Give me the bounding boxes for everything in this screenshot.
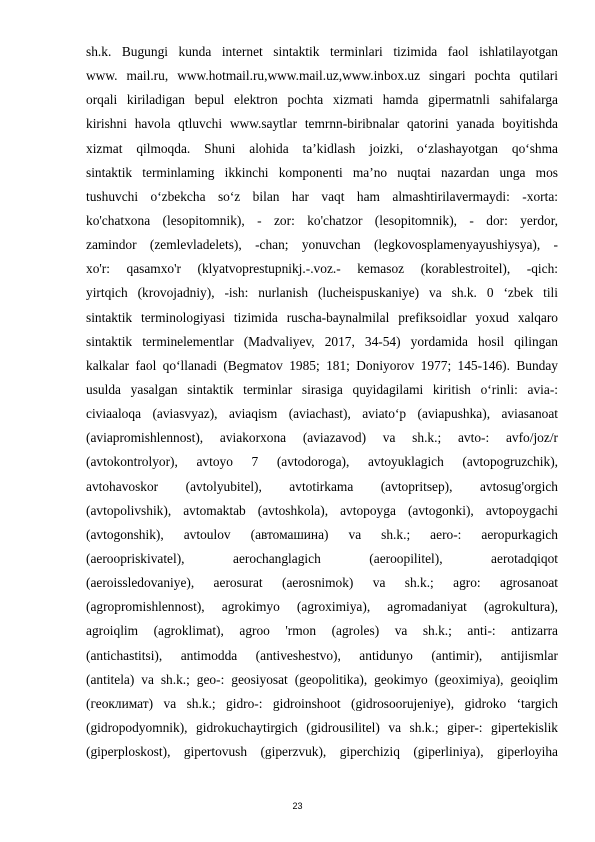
text-line: ko'chatxona (lesopitomnik), - zor: ko'chatzor (lesopitomnik), - dor: yerdor, (86, 212, 558, 228)
text-line: (giperploskost), gipertovush (giperzvuk), giperchiziq (giperliniya), giperloyiha (86, 744, 558, 760)
text-line: yirtqich (krovojadniy), -ish: nurlanish (lucheispuskaniye) va sh.k. 0 ‘zbek tili (86, 285, 558, 301)
page-number: 23 (292, 801, 303, 811)
text-line: sintaktik terminelementlar (Madvaliyev, 2017, 34-54) yordamida hosil qilingan (86, 333, 558, 349)
text-line: (aeroissledovaniye), aerosurat (aerosnimok) va sh.k.; agro: agrosanoat (86, 575, 558, 591)
text-line: (aviapromishlennost), aviakorxona (aviazavod) va sh.k.; avto-: avfo/joz/r (86, 430, 558, 446)
text-line: sintaktik terminologiyasi tizimida ruscha-baynalmilal prefiksoidlar yoxud xalqaro (86, 309, 558, 325)
text-line: (avtokontrolyor), avtoyo 7 (avtodoroga), avtoyuklagich (avtopogruzchik), (86, 454, 558, 470)
text-line: avtohavoskor (avtolyubitel), avtotirkama (avtopritsep), avtosug'orgich (86, 478, 558, 494)
text-line: civiaaloqa (aviasvyaz), aviaqism (aviachast), aviato‘p (aviapushka), aviasanoat (86, 406, 558, 422)
text-line: orqali kiriladigan bepul elektron pochta xizmati hamda gipermatnli sahifalarga (86, 92, 558, 108)
text-line: (aeroopriskivatel), aerochanglagich (aeroopilitel), aerotadqiqot (86, 550, 558, 566)
text-line: xo'r: qasamxo'r (klyatvoprestupnikj.-.voz.- kemasoz (korablestroitel), -qich: (86, 261, 558, 277)
text-line: (antichastitsi), antimodda (antiveshestvo), antidunyo (antimir), antijismlar (86, 647, 558, 663)
text-line: (геоклимат) va sh.k.; gidro-: gidroinshoot (gidrosoorujeniye), gidroko ‘targich (86, 695, 558, 711)
text-line: zamindor (zemlevladelets), -chan; yonuvchan (legkovosplamenyayushiysya), - (86, 237, 558, 253)
text-line: (avtopolivshik), avtomaktab (avtoshkola), avtopoyga (avtogonki), avtopoygachi (86, 502, 558, 518)
body-text (86, 40, 558, 764)
text-line: usulda yasalgan sintaktik terminlar sirasiga quyidagilami kiritish o‘rinli: avia-: (86, 381, 558, 397)
text-line: (avtogonshik), avtoulov (автомашина) va sh.k.; aero-: aeropurkagich (86, 526, 558, 542)
text-line: sh.k. Bugungi kunda internet sintaktik terminlari tizimida faol ishlatilayotgan (86, 44, 558, 59)
text-line: (antitela) va sh.k.; geo-: geosiyosat (geopolitika), geokimyo (geoximiya), geoiqlim (86, 671, 558, 687)
text-line: agroiqlim (agroklimat), agroo 'rmon (agroles) va sh.k.; anti-: antizarra (86, 623, 558, 639)
text-line: tushuvchi o‘zbekcha so‘z bilan har vaqt ham almashtirilavermaydi: -xorta: (86, 188, 558, 204)
text-line: (gidropodyomnik), gidrokuchaytirgich (gidrousilitel) va sh.k.; giper-: gipertekislik (86, 719, 558, 735)
text-line: (agropromishlennost), agrokimyo (agroximiya), agromadaniyat (agrokultura), (86, 599, 558, 615)
text-line: sintaktik terminlaming ikkinchi komponenti ma’no nuqtai nazardan unga mos (86, 164, 558, 180)
text-line: xizmat qilmoqda. Shuni alohida ta’kidlash joizki, o‘zlashayotgan qo‘shma (86, 140, 558, 156)
text-line: www. mail.ru, www.hotmail.ru,www.mail.uz,www.inbox.uz singari pochta qutilari (86, 68, 558, 84)
text-line: kalkalar faol qo‘llanadi (Begmatov 1985; 181; Doniyorov 1977; 145-146). Bunday (86, 357, 558, 373)
text-line: kirishni havola qtluvchi www.saytlar temrnn-biribnalar qatorini yanada boyitishda (86, 116, 558, 132)
